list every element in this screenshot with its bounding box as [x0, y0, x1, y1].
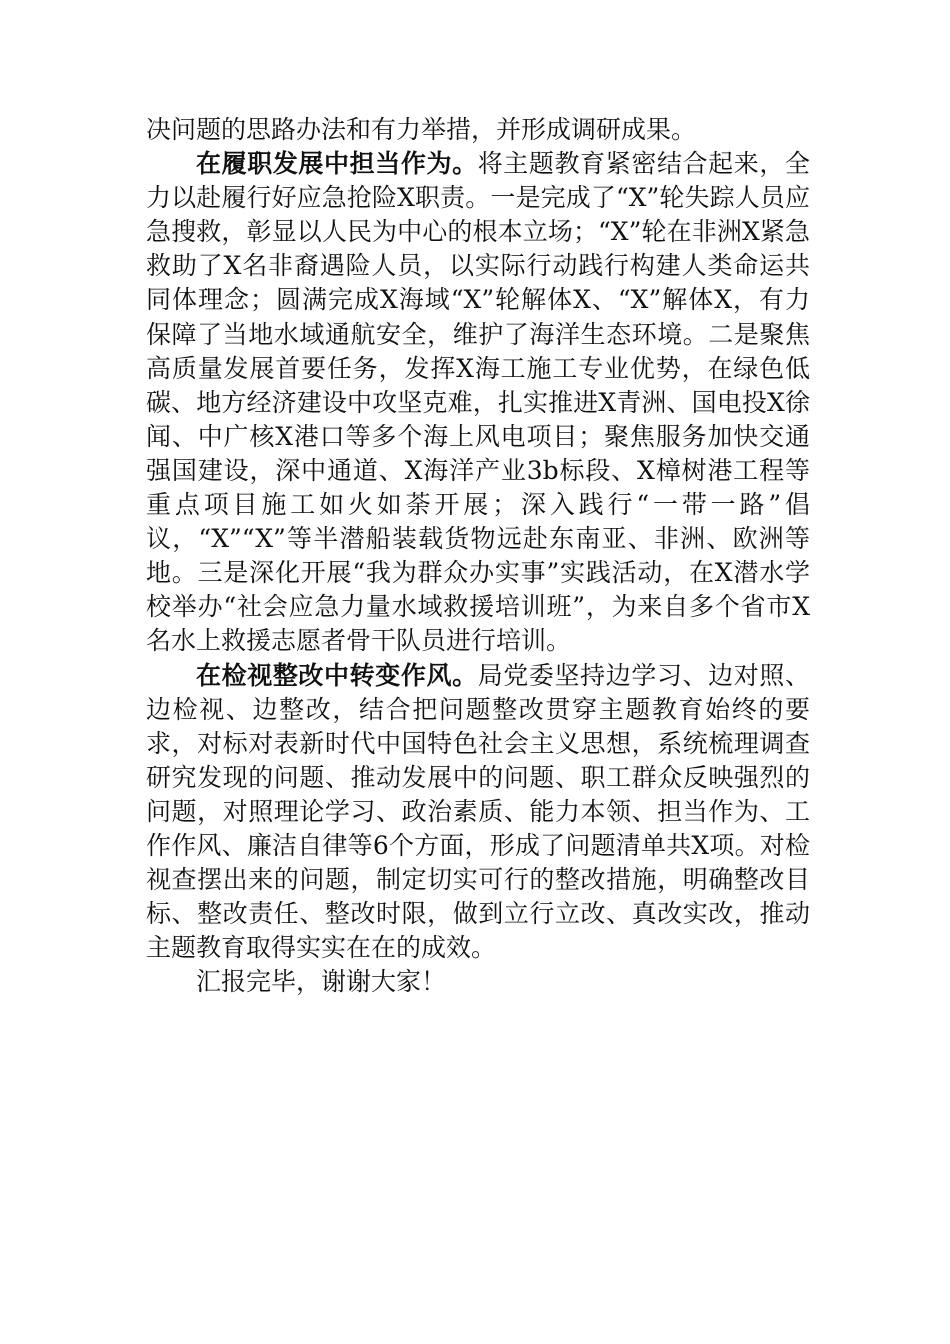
paragraph-text: 将主题教育紧密结合起来，全力以赴履行好应急抢险X职责。一是完成了“X”轮失踪人员应急搜救，彰显以人民为中心的根本立场；“X”轮在非洲X紧急救助了X名非裔遇险人员，以实际行动践行构建人类命运共同体理念；圆满完成X海域“X”轮解体X、“X”解体X，有力保障了当地水域通航安全，维护了海洋生态环境。二是聚焦高质量发展首要任务，发挥X海工施工专业优势，在绿色低碳、地方经济建设中攻坚克难，扎实推进X青洲、国电投X徐闻、中广核X港口等多个海上风电项目；聚焦服务加快交通强国建设，深中通道、X海洋产业3b标段、X樟树港工程等重点项目施工如火如荼开展；深入践行“一带一路”倡议，“X”“X”等半潜船装载货物远赴东南亚、非洲、欧洲等地。三是深化开展“我为群众办实事”实践活动，在X潜水学校举办“社会应急力量水域救援培训班”，为来自多个省市X名水上救援志愿者骨干队员进行培训。 [146, 149, 810, 656]
paragraph-closing [146, 965, 810, 999]
paragraph-heading: 在履职发展中担当作为。 [196, 149, 478, 179]
paragraph-text: 局党委坚持边学习、边对照、边检视、边整改，结合把问题整改贯穿主题教育始终的要求，对标对表新时代中国特色社会主义思想，系统梳理调查研究发现的问题、推动发展中的问题、职工群众反映强烈的问题，对照理论学习、政治素质、能力本领、担当作为、工作作风、廉洁自律等6个方面，形成了问题清单共X项。对检视查摆出来的问题，制定切实可行的整改措施，明确整改目标、整改责任、整改时限，做到立行立改、真改实改，推动主题教育取得实实在在的成效。 [146, 660, 810, 963]
paragraph-performance [146, 147, 810, 658]
paragraph-continuation [146, 113, 810, 147]
document-body [146, 113, 810, 999]
paragraph-text: 决问题的思路办法和有力举措，并形成调研成果。 [146, 115, 697, 144]
paragraph-heading: 在检视整改中转变作风。 [196, 660, 478, 690]
paragraph-text: 汇报完毕，谢谢大家！ [196, 967, 447, 997]
paragraph-rectification [146, 659, 810, 966]
